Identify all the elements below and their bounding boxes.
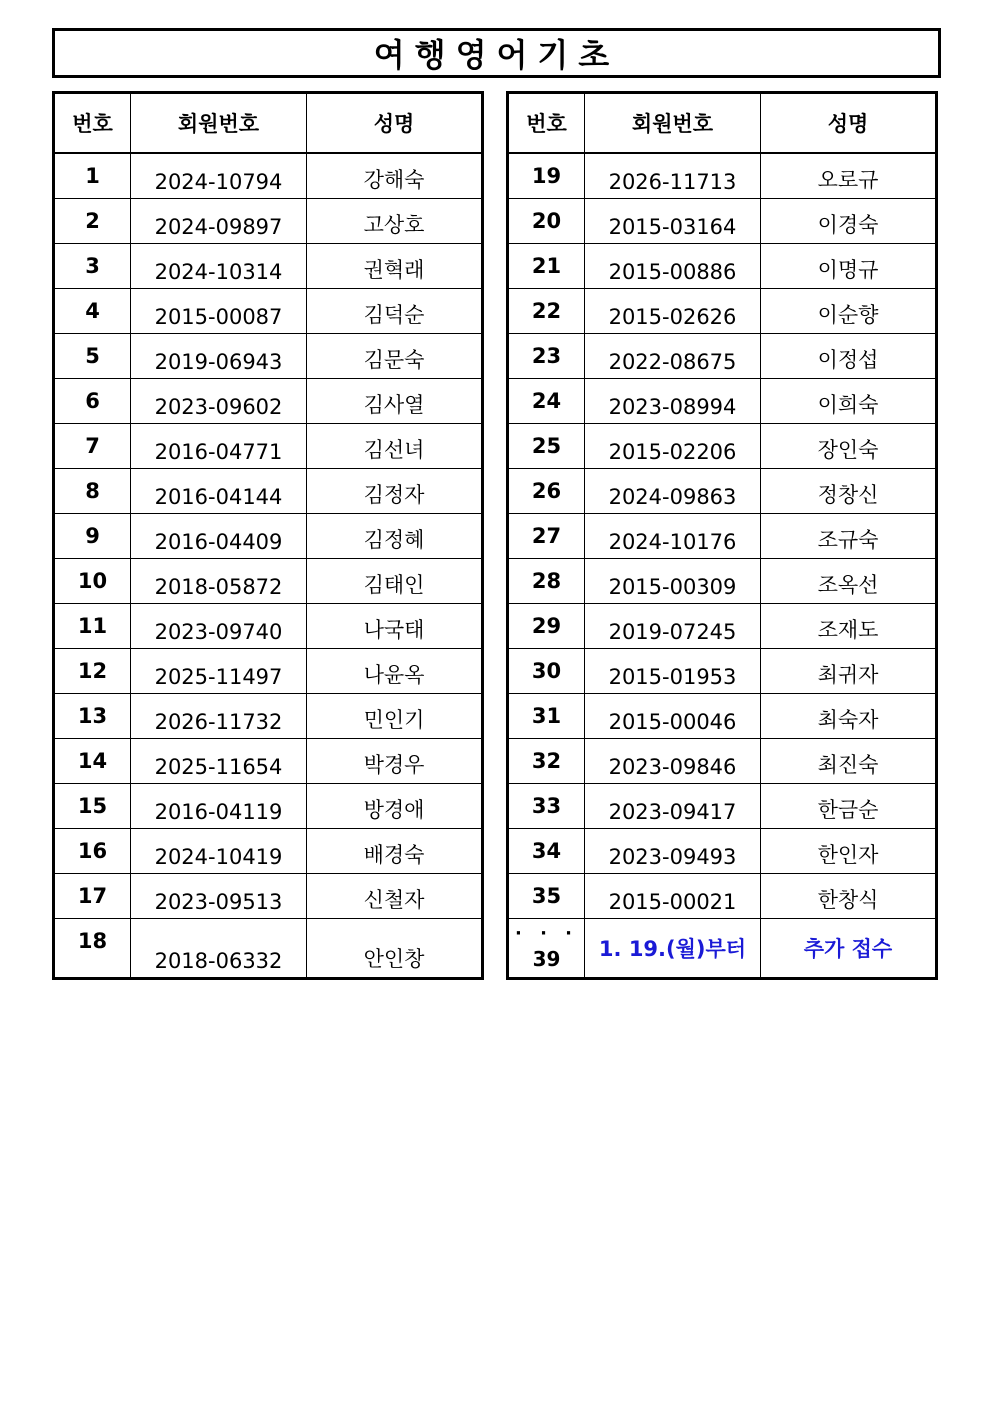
row-number: 21 [508,244,585,289]
member-name: 최귀자 [761,649,937,694]
member-id: 2026-11732 [131,694,307,739]
row-number: 13 [54,694,131,739]
row-number: 31 [508,694,585,739]
member-name: 권혁래 [307,244,483,289]
table-row [54,649,483,694]
member-id: 2026-11713 [585,153,761,199]
notice-date: 1. 19.(월)부터 [585,919,761,979]
member-name: 방경애 [307,784,483,829]
table-row [508,784,937,829]
member-name: 김사열 [307,379,483,424]
table-row [508,153,937,199]
ellipsis-dots: · · · [514,923,579,944]
table-row [54,199,483,244]
header-number: 번호 [54,93,131,154]
header-row [508,93,937,154]
member-id: 2015-00087 [131,289,307,334]
member-id: 2016-04771 [131,424,307,469]
table-row [54,874,483,919]
member-name: 김문숙 [307,334,483,379]
table-row [54,379,483,424]
notice-text: 추가 접수 [761,919,937,979]
member-id: 2015-00046 [585,694,761,739]
table-row [508,244,937,289]
row-number: 33 [508,784,585,829]
row-number: 15 [54,784,131,829]
member-name: 신철자 [307,874,483,919]
row-number: 6 [54,379,131,424]
table-row [54,559,483,604]
member-id: 2015-02206 [585,424,761,469]
member-id: 2015-01953 [585,649,761,694]
member-id: 2016-04409 [131,514,307,559]
member-id: 2022-08675 [585,334,761,379]
header-name: 성명 [307,93,483,154]
member-id: 2018-06332 [131,919,307,979]
row-number: 35 [508,874,585,919]
header-number: 번호 [508,93,585,154]
member-id: 2025-11497 [131,649,307,694]
table-row [54,919,483,979]
member-id: 2023-09493 [585,829,761,874]
member-name: 최진숙 [761,739,937,784]
row-number: 3 [54,244,131,289]
table-row [508,469,937,514]
table-row [508,649,937,694]
member-name: 민인기 [307,694,483,739]
member-id: 2024-10314 [131,244,307,289]
member-name: 한창식 [761,874,937,919]
row-number: 17 [54,874,131,919]
member-name: 이명규 [761,244,937,289]
row-number: 23 [508,334,585,379]
row-number: 7 [54,424,131,469]
row-number: 18 [54,919,131,979]
member-name: 조옥선 [761,559,937,604]
member-id: 2015-02626 [585,289,761,334]
row-number: 16 [54,829,131,874]
member-name: 박경우 [307,739,483,784]
member-id: 2023-09513 [131,874,307,919]
row-number: 19 [508,153,585,199]
row-number: 28 [508,559,585,604]
table-row [54,244,483,289]
table-row [508,739,937,784]
table-row [508,874,937,919]
row-number: 29 [508,604,585,649]
member-table-left [52,91,484,980]
row-number: 34 [508,829,585,874]
member-id: 2015-00309 [585,559,761,604]
row-number: 2 [54,199,131,244]
member-name: 장인숙 [761,424,937,469]
member-name: 김덕순 [307,289,483,334]
row-number: 26 [508,469,585,514]
table-row [54,784,483,829]
member-id: 2023-09846 [585,739,761,784]
member-name: 한금순 [761,784,937,829]
member-id: 2019-06943 [131,334,307,379]
member-id: 2024-10176 [585,514,761,559]
table-row [508,289,937,334]
member-name: 정창신 [761,469,937,514]
header-member-id: 회원번호 [585,93,761,154]
member-id: 2024-09863 [585,469,761,514]
row-number: 20 [508,199,585,244]
member-id: 2024-10794 [131,153,307,199]
header-member-id: 회원번호 [131,93,307,154]
member-name: 이경숙 [761,199,937,244]
member-name: 이희숙 [761,379,937,424]
row-number: 27 [508,514,585,559]
row-number: 32 [508,739,585,784]
member-id: 2023-08994 [585,379,761,424]
table-row [54,514,483,559]
member-id: 2015-03164 [585,199,761,244]
row-number: 25 [508,424,585,469]
table-row [508,424,937,469]
table-row [54,469,483,514]
table-row [508,694,937,739]
member-id: 2018-05872 [131,559,307,604]
page-title: 여행영어기초 [52,28,941,78]
member-name: 이정섭 [761,334,937,379]
member-name: 김선녀 [307,424,483,469]
member-id: 2016-04119 [131,784,307,829]
table-row [54,424,483,469]
row-number: 9 [54,514,131,559]
member-name: 조재도 [761,604,937,649]
row-number: 1 [54,153,131,199]
member-name: 강해숙 [307,153,483,199]
member-name: 오로규 [761,153,937,199]
member-name: 김태인 [307,559,483,604]
row-number: 12 [54,649,131,694]
table-row [54,334,483,379]
row-number: 10 [54,559,131,604]
row-number: 4 [54,289,131,334]
table-row [54,694,483,739]
row-number: 5 [54,334,131,379]
table-row [54,739,483,784]
member-name: 나국태 [307,604,483,649]
notice-row [508,919,937,979]
row-number: 8 [54,469,131,514]
member-name: 나윤옥 [307,649,483,694]
table-row [508,514,937,559]
table-body [508,153,937,979]
member-id: 2015-00021 [585,874,761,919]
member-id: 2025-11654 [131,739,307,784]
table-body [54,153,483,979]
member-id: 2023-09740 [131,604,307,649]
member-name: 한인자 [761,829,937,874]
member-name: 고상호 [307,199,483,244]
member-name: 김정혜 [307,514,483,559]
table-row [54,153,483,199]
table-row [508,604,937,649]
row-number: 30 [508,649,585,694]
member-name: 배경숙 [307,829,483,874]
row-number: 22 [508,289,585,334]
member-id: 2024-09897 [131,199,307,244]
table-row [508,334,937,379]
member-id: 2015-00886 [585,244,761,289]
range-end-number: 39 [532,947,561,971]
member-id: 2019-07245 [585,604,761,649]
row-number: 24 [508,379,585,424]
member-id: 2023-09602 [131,379,307,424]
member-name: 김정자 [307,469,483,514]
table-row [54,289,483,334]
member-id: 2016-04144 [131,469,307,514]
member-name: 최숙자 [761,694,937,739]
header-row [54,93,483,154]
table-row [508,829,937,874]
row-number-range [508,919,585,979]
table-row [508,559,937,604]
table-row [54,829,483,874]
member-name: 이순향 [761,289,937,334]
row-number: 14 [54,739,131,784]
header-name: 성명 [761,93,937,154]
table-row [508,199,937,244]
member-table-right [506,91,938,980]
table-row [54,604,483,649]
table-row [508,379,937,424]
member-name: 안인창 [307,919,483,979]
member-id: 2024-10419 [131,829,307,874]
member-id: 2023-09417 [585,784,761,829]
row-number: 11 [54,604,131,649]
member-name: 조규숙 [761,514,937,559]
